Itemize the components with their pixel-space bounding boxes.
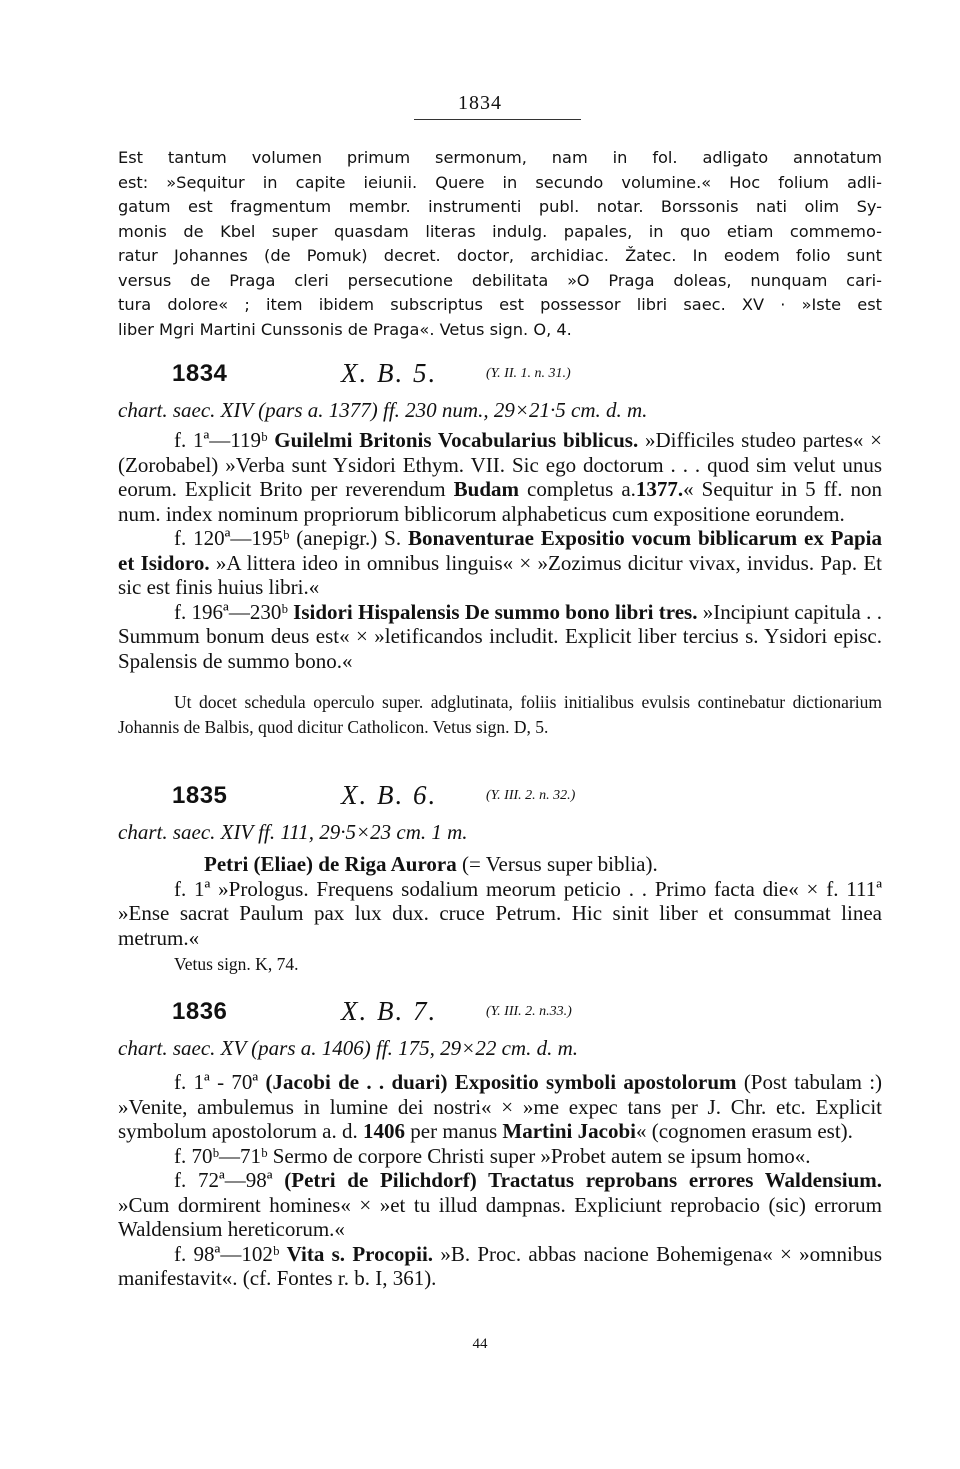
prefix-text: (anepigr.) S. [296, 526, 402, 550]
shelfmark: X. B. 7. [341, 996, 438, 1026]
text-fragment: « Sequitur in 5 ff. non num. index nominum propriorum biblicorum alphabeticus cum expositione eorundem. [118, 477, 883, 526]
physical-description: chart. saec. XIV (pars a. 1377) ff. 230 num., 29×21·5 cm. d. m. [118, 398, 648, 422]
physical-description: chart. saec. XIV ff. 111, 29·5×23 cm. 1 m. [118, 820, 468, 844]
work-title: Isidori Hispalensis De summo bono libri tres. [293, 599, 698, 624]
entry-body [118, 852, 882, 950]
shelfmark: X. B. 5. [341, 358, 438, 388]
content-paragraph [118, 428, 882, 526]
intro-line: tura dolore« ; item ibidem subscriptus est possessor libri saec. XV · »Iste est [118, 295, 882, 314]
folio-range: f. 1ª - 70ª [174, 1070, 259, 1094]
entry-heading [118, 360, 882, 400]
intro-line: Est tantum volumen primum sermonum, nam in fol. adligato annotatum [118, 148, 882, 167]
text-fragment: per manus [410, 1119, 498, 1143]
old-shelfmark: (Y. II. 1. n. 31.) [486, 366, 571, 381]
content-paragraph [118, 1168, 882, 1242]
work-title: Petri (Eliae) de Riga Aurora [204, 852, 457, 876]
content-paragraph [118, 1242, 882, 1291]
entry-note: Vetus sign. K, 74. [174, 954, 299, 974]
content-paragraph: f. 70ᵇ—71ᵇ Sermo de corpore Christi super »Probet autem se ipsum homo«. [174, 1143, 811, 1168]
folio-range: f. 72ª—98ª [174, 1168, 273, 1192]
entry-number: 1835 [172, 782, 228, 809]
work-title: (Jacobi de . . duari) Expositio symboli apostolorum [265, 1070, 737, 1094]
intro-line: est: »Sequitur in capite ieiunii. Quere in secundo volumine.« Hoc folium adli- [118, 172, 882, 192]
old-shelfmark: (Y. III. 2. n.33.) [486, 1004, 572, 1019]
content-paragraph [118, 526, 882, 600]
text-fragment: (= Versus super biblia). [461, 852, 658, 876]
text-fragment: « (cognomen erasum est). [635, 1119, 853, 1143]
incipit-text: »B. Proc. abbas nacione Bohemigena« × »omnibus manifestavit«. (cf. Fontes r. b. I, 361). [118, 1241, 883, 1290]
entry-number: 1834 [172, 360, 228, 387]
footer-page-number: 44 [472, 1336, 488, 1352]
intro-line: ratur Johannes (de Pomuk) decret. doctor, archidiac. Žatec. In eodem folio sunt [118, 246, 882, 265]
work-title: Guilelmi Britonis Vocabularius biblicus. [274, 428, 639, 452]
entry-note: Ut docet schedula operculo super. adglutinata, foliis initialibus evulsis continebatur dictionarium Johannis de Balbis, quod dicitur Catholicon. Vetus sign. D, 5. [118, 692, 882, 737]
content-paragraph [118, 852, 882, 877]
incipit-text: »Incipiunt capitula . . Summum bonum deus est« × »letificandos includit. Explicit liber tercius s. Ysidori episc. Spalensis de summo bono.« [118, 599, 882, 673]
intro-line: monis de Kbel super quasdam literas indulg. papales, in quo etiam commemo- [118, 221, 882, 241]
incipit-text: »Difficiles studeo partes« × (Zorobabel) »Verba sunt Ysidori Ethym. VII. Sic ego doctorum . . . quod sim velut unus eorum. Explicit Brito per reverendum [118, 428, 883, 501]
incipit-text: (Post tabulam :) »Venite, ambulemus in lumine dei nostri« × »me expec tans per J. Chr. etc. Explicit symbolum apostolorum a. d. [118, 1070, 883, 1143]
incipit-text: »A littera ideo in omnibus linguis« × »Zozimus dicitur vivax, invidus. Pap. Et sic est finis huius libri.« [118, 550, 883, 599]
running-head-rule [414, 119, 581, 120]
scribe-name: Budam [453, 477, 520, 501]
year-bold: 1377. [635, 477, 684, 501]
folio-range: f. 196ª—230ᵇ [174, 599, 288, 624]
folio-range: f. 120ª—195ᵇ [174, 526, 290, 550]
entry-heading [118, 998, 882, 1038]
running-head-number: 1834 [458, 92, 502, 114]
entry-body [118, 1070, 882, 1291]
work-title: Bonaventurae Expositio vocum biblicarum ex Papia et Isidoro. [118, 526, 883, 575]
folio-range: f. 98ª—102ᵇ [174, 1241, 280, 1266]
entry-heading [118, 782, 882, 822]
content-paragraph [118, 600, 882, 674]
text-fragment: completus a. [527, 477, 636, 501]
entry-number: 1836 [172, 998, 228, 1025]
work-title: Vita s. Procopii. [286, 1241, 434, 1266]
folio-range: f. 1ª—119ᵇ [174, 428, 268, 452]
intro-line: gatum est fragmentum membr. instrumenti publ. notar. Borssonis nati olim Sy- [118, 197, 882, 216]
entry-body [118, 428, 882, 673]
content-paragraph [118, 1070, 882, 1144]
year-bold: 1406 [363, 1119, 405, 1143]
shelfmark: X. B. 6. [341, 780, 438, 810]
old-shelfmark: (Y. III. 2. n. 32.) [486, 788, 576, 803]
intro-line: versus de Praga cleri persecutione debilitata »O Praga doleas, nunquam cari- [118, 270, 882, 290]
physical-description: chart. saec. XV (pars a. 1406) ff. 175, 29×22 cm. d. m. [118, 1036, 578, 1060]
content-paragraph: f. 1ª »Prologus. Frequens sodalium meorum peticio . . Primo facta die« × f. 111ª »Ense sacrat Paulum pax lux dux. cruce Petrum. Hic sinit liber et consummat linea metrum.« [118, 876, 882, 950]
scribe-name: Martini Jacobi [502, 1119, 636, 1143]
intro-line: liber Mgri Martini Cunssonis de Praga«. Vetus sign. O, 4. [118, 319, 572, 339]
incipit-text: »Cum dormirent homines« × »et tu illud dampnas. Expliciunt reprobacio (sic) errorum Waldensium hereticorum.« [118, 1192, 882, 1241]
work-title: (Petri de Pilichdorf) Tractatus reprobans errores Waldensium. [284, 1168, 882, 1192]
intro-paragraph [118, 146, 882, 342]
